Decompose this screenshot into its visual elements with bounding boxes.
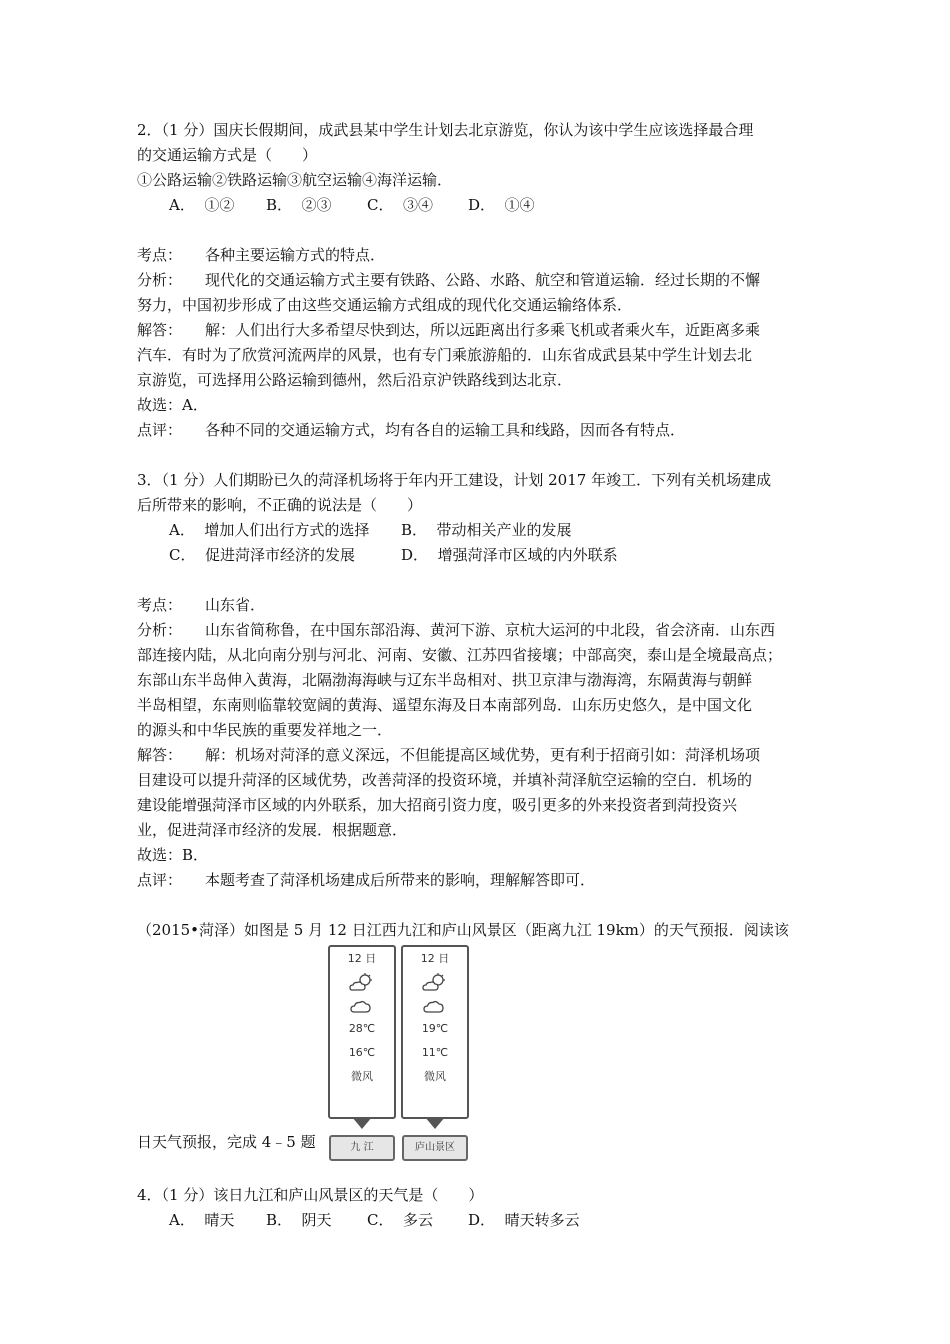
q3-option-a: A． 增加人们出行方式的选择: [169, 521, 370, 539]
q2-kaodian: [137, 243, 827, 268]
fenxi-text-line: 半岛相望，东南则临靠较宽阔的黄海、遥望东海及日本南部列岛．山东历史悠久，是中国文化: [137, 696, 753, 714]
question-4: [137, 1183, 827, 1233]
q3-kaodian: [137, 593, 827, 618]
q3-jieda: [137, 743, 827, 768]
forecast-wind: 微风: [351, 1070, 373, 1083]
dianping-text: 本题考查了菏泽机场建成后所带来的影响，理解解答即可．: [205, 871, 596, 889]
q3-option-c: C． 促进菏泽市经济的发展: [169, 546, 356, 564]
jieda-text-line: 业，促进菏泽市经济的发展．根据题意．: [137, 821, 408, 839]
forecast-low: 16℃: [348, 1046, 376, 1059]
q2-jieda: [137, 318, 827, 343]
weather-forecast-figure: [328, 945, 628, 1155]
q4-option-a: A． 晴天: [169, 1211, 235, 1229]
jieda-label: 解答：: [137, 321, 183, 339]
fenxi-text-line: 部连接内陆，从北向南分别与河北、河南、安徽、江苏四省接壤；中部高突，泰山是全境最高点；: [137, 646, 783, 664]
sun-cloud-icon: [347, 973, 377, 993]
q3-options-row: [137, 518, 827, 543]
intro-line: 日天气预报，完成 4﹣5 题: [137, 1133, 316, 1151]
cloud-icon: [420, 995, 450, 1015]
card-pointer: [352, 1117, 372, 1129]
q2-option-d: D． ①④: [468, 196, 535, 214]
forecast-date: 12 日: [420, 952, 450, 965]
q2-dianping: [137, 418, 827, 443]
dianping-text: 各种不同的交通运输方式，均有各自的运输工具和线路，因而各有特点．: [205, 421, 686, 439]
question-3: [137, 468, 827, 893]
q2-option-a: A． ①②: [169, 196, 235, 214]
fenxi-text-line: 东部山东半岛伸入黄海，北隔渤海海峡与辽东半岛相对、拱卫京津与渤海湾，东隔黄海与朝鲜: [137, 671, 753, 689]
intro-line: （2015•菏泽）如图是 5 月 12 日江西九江和庐山风景区（距离九江 19km）的天气预报．阅读该: [137, 921, 789, 939]
forecast-wind: 微风: [424, 1070, 446, 1083]
fenxi-text-line: 努力，中国初步形成了由这些交通运输方式组成的现代化交通运输络体系．: [137, 296, 633, 314]
cloud-icon: [347, 995, 377, 1015]
q2-stem-line: 2．（1 分）国庆长假期间，成武县某中学生计划去北京游览，你认为该中学生应该选择最合理: [137, 121, 754, 139]
fenxi-text-line: 的源头和中华民族的重要发祥地之一．: [137, 721, 393, 739]
fenxi-text: 现代化的交通运输方式主要有铁路、公路、水路、航空和管道运输．经过长期的不懈: [205, 271, 761, 289]
forecast-card-jiujiang: [328, 945, 396, 1119]
q3-fenxi: [137, 618, 827, 643]
q3-option-d: D． 增强菏泽市区域的内外联系: [401, 546, 618, 564]
jieda-text-line: 汽车．有时为了欣赏河流两岸的风景，也有专门乘旅游船的．山东省成武县某中学生计划去北: [137, 346, 753, 364]
fenxi-label: 分析：: [137, 271, 183, 289]
place-tag: 庐山景区: [402, 1135, 468, 1161]
q4-option-b: B． 阴天: [266, 1211, 332, 1229]
fenxi-text: 山东省简称鲁，在中国东部沿海、黄河下游、京杭大运河的中北段，省会济南．山东西: [205, 621, 776, 639]
forecast-date: 12 日: [347, 952, 377, 965]
q3-option-b: B． 带动相关产业的发展: [401, 521, 572, 539]
jieda-label: 解答：: [137, 746, 183, 764]
q2-option-c: C． ③④: [367, 196, 434, 214]
forecast-low: 11℃: [421, 1046, 449, 1059]
figure-row: [137, 943, 827, 1158]
q4-option-c: C． 多云: [367, 1211, 434, 1229]
dianping-label: 点评：: [137, 871, 183, 889]
q2-option-b: B． ②③: [266, 196, 332, 214]
document-page: [137, 118, 827, 1233]
q2-answer: 故选：A．: [137, 396, 208, 414]
forecast-high: 19℃: [421, 1022, 449, 1035]
jieda-text-line: 目建设可以提升菏泽的区域优势，改善菏泽的投资环境，并填补菏泽航空运输的空白．机场的: [137, 771, 753, 789]
q4-options: [137, 1208, 827, 1233]
q2-stem-line: 的交通运输方式是（ ）: [137, 146, 318, 164]
q2-options: [137, 193, 827, 218]
fenxi-label: 分析：: [137, 621, 183, 639]
q3-stem-line: 后所带来的影响，不正确的说法是（ ）: [137, 496, 423, 514]
jieda-text-line: 京游览，可选择用公路运输到德州，然后沿京沪铁路线到达北京．: [137, 371, 573, 389]
forecast-high: 28℃: [348, 1022, 376, 1035]
dianping-label: 点评：: [137, 421, 183, 439]
q3-dianping: [137, 868, 827, 893]
jieda-text: 解：机场对菏泽的意义深远，不但能提高区域优势，更有利于招商引如：菏泽机场项: [205, 746, 761, 764]
kaodian-label: 考点：: [137, 246, 183, 264]
q2-items: ①公路运输②铁路运输③航空运输④海洋运输．: [137, 171, 453, 189]
jieda-text: 解：人们出行大多希望尽快到达，所以远距离出行多乘飞机或者乘火车，近距离多乘: [205, 321, 761, 339]
q3-answer: 故选：B．: [137, 846, 209, 864]
q4-stem: 4．（1 分）该日九江和庐山风景区的天气是（ ）: [137, 1186, 484, 1204]
q3-options-row: [137, 543, 827, 568]
q3-stem-line: 3．（1 分）人们期盼已久的菏泽机场将于年内开工建设，计划 2017 年竣工．下列有关机场建成: [137, 471, 772, 489]
kaodian-text: 各种主要运输方式的特点．: [205, 246, 386, 264]
question-2: [137, 118, 827, 443]
kaodian-label: 考点：: [137, 596, 183, 614]
kaodian-text: 山东省．: [205, 596, 266, 614]
card-pointer: [425, 1117, 445, 1129]
q4-option-d: D． 晴天转多云: [468, 1211, 580, 1229]
sun-cloud-icon: [420, 973, 450, 993]
forecast-card-lushan: [401, 945, 469, 1119]
place-tag: 九 江: [329, 1135, 395, 1161]
q2-fenxi: [137, 268, 827, 293]
jieda-text-line: 建设能增强菏泽市区域的内外联系，加大招商引资力度，吸引更多的外来投资者到菏投资兴: [137, 796, 738, 814]
